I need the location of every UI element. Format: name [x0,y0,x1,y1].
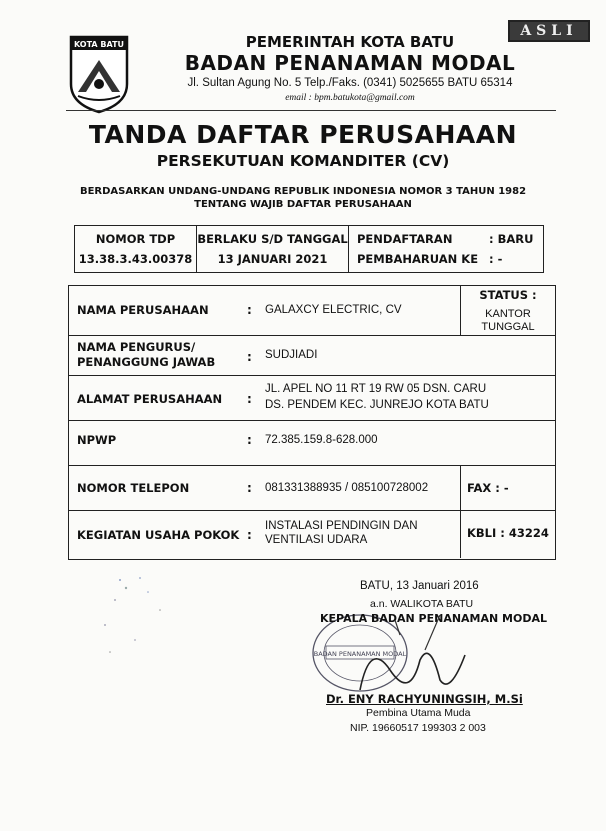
npwp-label: NPWP [77,433,117,447]
tdp-validity-label: BERLAKU S/D TANGGAL [197,232,348,246]
company-name-label: NAMA PERUSAHAAN [77,303,209,317]
tdp-registration-value: : BARU [489,232,534,246]
on-behalf-line: a.n. WALIKOTA BATU [370,598,474,610]
tdp-registration-cell [349,226,542,272]
header-divider [66,110,556,111]
tdp-renewal-label: PEMBAHARUAN KE [357,252,479,266]
row-npwp [69,421,555,466]
business-activity-line2: VENTILASI UDARA [265,534,368,546]
colon: : [247,350,252,364]
asli-stamp: ASLI [508,20,590,42]
colon: : [247,392,252,406]
logo-text: KOTA BATU [73,40,125,49]
colon: : [247,433,252,447]
row-business-activity [69,511,555,558]
signer-nip: NIP. 19660517 199303 2 003 [350,722,486,734]
row-address [69,376,555,421]
document-title: TANDA DAFTAR PERUSAHAAN [88,120,518,149]
phone-label: NOMOR TELEPON [77,481,190,495]
colon: : [247,481,252,495]
tdp-registration-label: PENDAFTARAN [357,232,453,246]
phone-value: 081331388935 / 085100728002 [265,482,429,494]
row-company-name [69,286,555,336]
fax-label: FAX : - [467,481,509,495]
place-date: BATU, 13 Januari 2016 [360,580,479,592]
signer-name: Dr. ENY RACHYUNINGSIH, M.Si [326,692,523,706]
colon: : [247,303,252,317]
address-line2: DS. PENDEM KEC. JUNREJO KOTA BATU [265,399,489,411]
manager-label-line2: PENANGGUNG JAWAB [77,355,216,369]
colon: : [247,528,252,542]
kbli-cell [460,511,555,558]
company-name-value: GALAXCY ELECTRIC, CV [265,304,402,316]
tdp-number-cell [75,226,197,272]
tdp-number-value: 13.38.3.43.00378 [78,252,193,266]
header-government: PEMERINTAH KOTA BATU [245,33,455,51]
scan-specks [100,570,200,660]
manager-value: SUDJIADI [265,349,318,361]
header-address: Jl. Sultan Agung No. 5 Telp./Faks. (0341) 5025655 BATU 65314 [187,77,513,89]
status-label: STATUS : [479,288,537,302]
kbli-label: KBLI : 43224 [467,526,549,540]
tdp-renewal-value: : - [489,252,503,266]
stamp-text: BADAN PENANAMAN MODAL [313,650,407,658]
tdp-info-box [74,225,544,273]
status-line1: KANTOR [485,308,531,320]
business-activity-line1: INSTALASI PENDINGIN DAN [265,520,418,532]
signer-rank: Pembina Utama Muda [366,707,471,719]
tdp-number-label: NOMOR TDP [95,232,176,246]
header-email: email : bpm.batukota@gmail.com [285,93,415,103]
legal-basis-line1: BERDASARKAN UNDANG-UNDANG REPUBLIK INDONESIA NOMOR 3 TAHUN 1982 [79,186,527,197]
status-cell [460,286,555,335]
header-agency: BADAN PENANAMAN MODAL [184,51,516,75]
status-line2: TUNGGAL [481,321,535,333]
company-details-table [68,285,556,560]
address-line1: JL. APEL NO 11 RT 19 RW 05 DSN. CARU [265,383,487,395]
business-activity-label: KEGIATAN USAHA POKOK [77,528,240,542]
npwp-value: 72.385.159.8-628.000 [265,434,378,446]
legal-basis-line2: TENTANG WAJIB DAFTAR PERUSAHAAN [194,199,412,210]
row-manager [69,336,555,376]
row-phone [69,466,555,511]
document-subtitle: PERSEKUTUAN KOMANDITER (CV) [156,152,450,170]
fax-cell [460,466,555,510]
tdp-validity-value: 13 JANUARI 2021 [217,252,328,266]
address-label: ALAMAT PERUSAHAAN [77,392,223,406]
kota-batu-crest-icon [68,34,130,114]
tdp-validity-cell [197,226,349,272]
manager-label-line1: NAMA PENGURUS/ [77,340,196,354]
signer-position: KEPALA BADAN PENANAMAN MODAL [320,612,547,625]
